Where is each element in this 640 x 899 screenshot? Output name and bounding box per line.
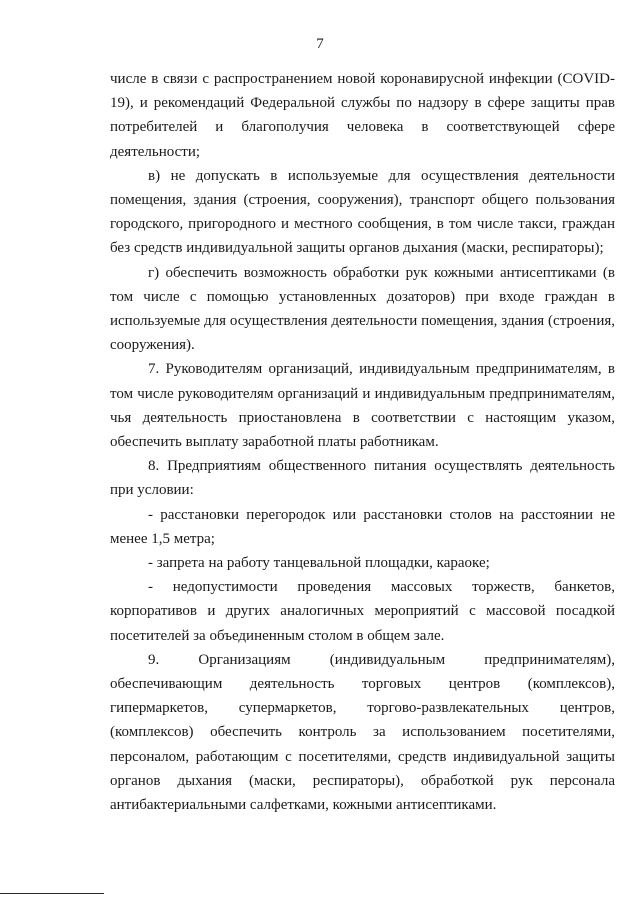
paragraph-item-g: г) обеспечить возможность обработки рук кожными антисептиками (в том числе с помощью установленных дозаторов) при входе граждан в используемые для осуществления деятельности помещения, здания (строения, сооружения). (110, 264, 615, 354)
page-number: 7 (316, 36, 324, 52)
paragraph-item-v: в) не допускать в используемые для осуществления деятельности помещения, здания (строения, сооружения), транспорт общего пользования городского, пригородного и местного сообщения, в том числе такси, граждан без средств индивидуальной защиты органов дыхания (маски, респираторы); (110, 167, 615, 257)
paragraph-point-8-dash-2: - запрета на работу танцевальной площадки, караоке; (148, 555, 490, 572)
paragraph-point-8: 8. Предприятиям общественного питания осуществлять деятельность при условии: (110, 458, 615, 499)
paragraph-continuation: числе в связи с распространением новой коронавирусной инфекции (COVID-19), и рекомендаций Федеральной службы по надзору в сфере защиты прав потребителей и благополучия человека в соответствующей сфере деятельности; (110, 71, 615, 160)
paragraph-point-9: 9. Организациям (индивидуальным предпринимателям), обеспечивающим деятельность торговых центров (комплексов), гипермаркетов, супермаркетов, торгово-развлекательных центров, (комплексов) обеспечить контроль за использованием посетителями, персоналом, работающим с посетителями, средств индивидуальной защиты органов дыхания (маски, респираторы), обработкой рук персонала антибактериальными салфетками, кожными антисептиками. (110, 651, 615, 814)
footer-separator-line (0, 893, 104, 894)
paragraph-point-8-dash-1: - расстановки перегородок или расстановки столов на расстоянии не менее 1,5 метра; (110, 506, 615, 547)
paragraph-point-7: 7. Руководителям организаций, индивидуальным предпринимателям, в том числе руководителям организаций и индивидуальным предпринимателям, чья деятельность приостановлена в соответствии с настоящим указом, обеспечить выплату заработной платы работникам. (110, 361, 615, 451)
document-body (110, 67, 615, 817)
paragraph-point-8-dash-3: - недопустимости проведения массовых торжеств, банкетов, корпоративов и других аналогичных мероприятий с массовой посадкой посетителей за объединенным столом в общем зале. (110, 579, 615, 644)
